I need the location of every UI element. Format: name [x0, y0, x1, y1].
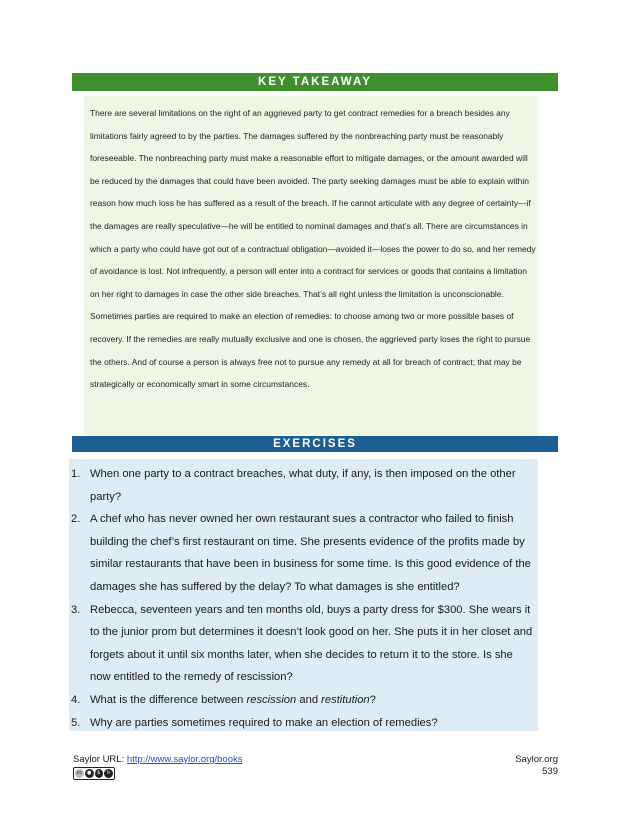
exercise-number: 3. — [71, 603, 81, 616]
exercise-item-1 — [69, 463, 538, 508]
exercise-item-3 — [69, 599, 538, 689]
exercise-text: Rebecca, seventeen years and ten months old, buys a party dress for $300. She wears it to the junior prom but determines it doesn’t look good on her. She puts it in her closet and forgets about it until six months later, when she decides to return it to the store. Is she now entitled to the remedy of rescission? — [90, 603, 533, 684]
exercise-number: 5. — [71, 716, 81, 729]
exercises-box — [69, 459, 538, 731]
exercise-text: Why are parties sometimes required to make an election of remedies? — [90, 716, 438, 729]
exercise-list — [69, 459, 538, 734]
exercise-number: 2. — [71, 513, 81, 526]
exercise-text-after: ? — [369, 693, 376, 706]
term-rescission: rescission — [246, 693, 297, 706]
exercise-number: 4. — [71, 693, 81, 706]
attribution-icon: ● — [85, 769, 94, 778]
term-restitution: restitution — [321, 693, 370, 706]
exercises-header — [72, 436, 558, 452]
exercises-title: EXERCISES — [273, 438, 357, 450]
footer-source — [73, 754, 243, 765]
exercise-item-5 — [69, 712, 538, 735]
exercise-item-2 — [69, 508, 538, 598]
exercise-text: When one party to a contract breaches, what duty, if any, is then imposed on the other party? — [90, 468, 516, 503]
sharealike-icon: ↻ — [104, 769, 113, 778]
exercise-text — [90, 694, 376, 706]
key-takeaway-title: KEY TAKEAWAY — [258, 76, 372, 88]
key-takeaway-box — [84, 96, 539, 435]
exercise-text-before: What is the difference between — [90, 693, 247, 706]
exercise-item-4 — [69, 689, 538, 712]
noncommercial-icon: $ — [95, 769, 104, 778]
footer-site: Saylor.org — [515, 754, 558, 765]
key-takeaway-text: There are several limitations on the right of an aggrieved party to get contract remedies for a breach besides any limitations fairly agreed to by the parties. The damages suffered by the nonbreaching party must be reasonably foreseeable. The nonbreaching party must make a reasonable effort to mitigate damages, or the amount awarded will be reduced by the damages that could have been avoided. The party seeking damages must be able to explain within reason how much loss he has suffered as a result of the breach. If he cannot articulate with any degree of certainty—if the damages are really speculative—he will be entitled to nominal damages and that’s all. There are circumstances in which a party who could have got out of a contractual obligation—avoided it—loses the power to do so, and her remedy of avoidance is lost. Not infrequently, a person will enter into a contract for services or goods that contains a limitation on her right to damages in case the other side breaches. That’s all right unless the limitation is unconscionable. Sometimes parties are required to make an election of remedies: to choose among two or more possible bases of recovery. If the remedies are really mutually exclusive and one is chosen, the aggrieved party loses the right to pursue the others. And of course a person is always free not to pursue any remedy at all for breach of contract; that may be strategically or economically smart in some circumstances. — [90, 108, 536, 390]
exercise-text: A chef who has never owned her own restaurant sues a contractor who failed to finish building the chef’s first restaurant on time. She presents evidence of the profits made by similar restaurants that have been in business for some time. Is this good evidence of the damages she has suffered by the delay? To what damages is she entitled? — [90, 513, 531, 593]
footer-url-label: Saylor URL: — [73, 754, 127, 765]
cc-icon: cc — [76, 770, 83, 776]
key-takeaway-header — [72, 73, 558, 91]
exercise-text-mid: and — [296, 693, 322, 706]
creative-commons-license-icon[interactable] — [73, 767, 115, 780]
page-number: 539 — [542, 766, 558, 777]
exercise-number: 1. — [71, 468, 81, 480]
footer-page-info — [515, 754, 558, 778]
footer-url-link[interactable]: http://www.saylor.org/books — [126, 754, 243, 765]
